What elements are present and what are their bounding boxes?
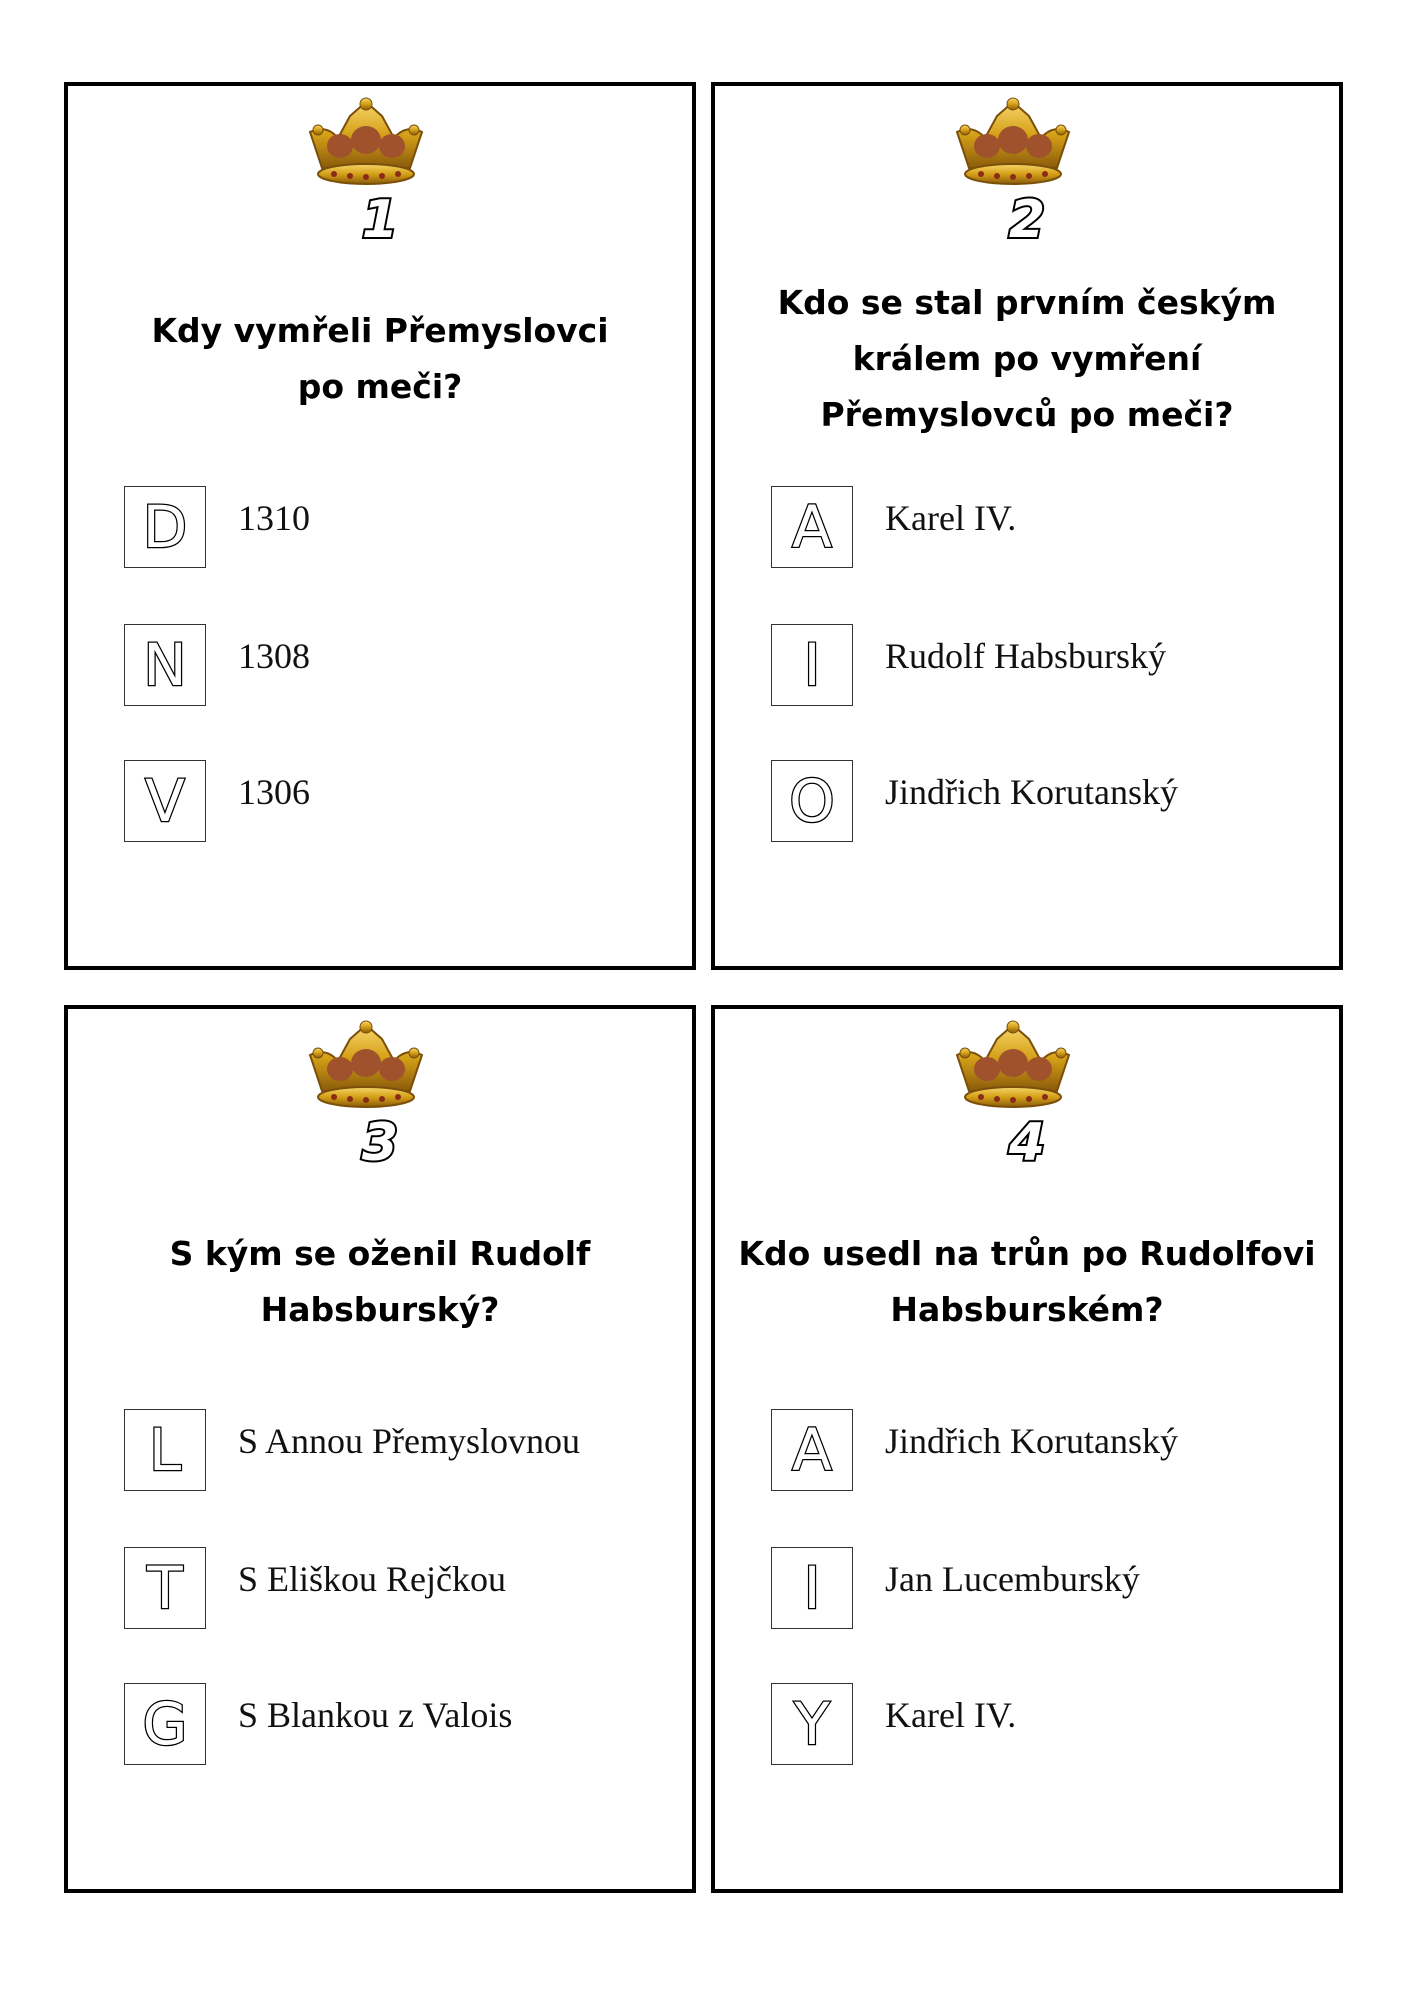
question-text: Kdy vymřeli Přemyslovci po meči? [151, 311, 609, 406]
card-number: 3 [361, 1113, 399, 1173]
answer-option[interactable] [124, 1547, 664, 1631]
crown-icon [945, 94, 1081, 194]
quiz-card-4 [711, 1005, 1343, 1893]
answer-letter: I [771, 624, 853, 706]
card-number: 1 [361, 190, 399, 250]
answer-text: Rudolf Habsburský [885, 636, 1166, 676]
answer-letter: V [124, 760, 206, 842]
answer-letter: O [771, 760, 853, 842]
answer-option[interactable] [124, 624, 664, 708]
answer-letter: A [771, 1409, 853, 1491]
answer-text: 1308 [238, 636, 310, 676]
quiz-card-1 [64, 82, 696, 970]
answer-option[interactable] [771, 486, 1311, 570]
answer-text: S Annou Přemyslovnou [238, 1421, 581, 1461]
answer-option[interactable] [124, 1683, 664, 1767]
answer-text: S Blankou z Valois [238, 1695, 513, 1735]
answer-option[interactable] [771, 1683, 1311, 1767]
answer-option[interactable] [771, 1547, 1311, 1631]
question-text: Kdo usedl na trůn po Rudolfovi Habsburském? [738, 1234, 1316, 1329]
answer-letter: D [124, 486, 206, 568]
crown-icon [298, 1017, 434, 1117]
quiz-card-2 [711, 82, 1343, 970]
answer-text: Karel IV. [885, 498, 1017, 538]
answer-option[interactable] [771, 624, 1311, 708]
card-number: 4 [1008, 1113, 1046, 1173]
answer-option[interactable] [124, 486, 664, 570]
answer-text: S Eliškou Rejčkou [238, 1559, 506, 1599]
question-text: Kdo se stal prvním českým králem po vymření Přemyslovců po meči? [777, 283, 1277, 434]
card-number: 2 [1008, 190, 1046, 250]
answer-text: Jindřich Korutanský [885, 772, 1178, 812]
answer-text: 1306 [238, 772, 310, 812]
crown-icon [298, 94, 434, 194]
answer-option[interactable] [124, 1409, 664, 1493]
answer-text: Jan Lucemburský [885, 1559, 1140, 1599]
answer-letter: I [771, 1547, 853, 1629]
answer-letter: T [124, 1547, 206, 1629]
crown-icon [945, 1017, 1081, 1117]
quiz-card-3 [64, 1005, 696, 1893]
answer-letter: A [771, 486, 853, 568]
question-text: S kým se oženil Rudolf Habsburský? [169, 1234, 591, 1329]
answer-option[interactable] [771, 760, 1311, 844]
answer-text: Jindřich Korutanský [885, 1421, 1178, 1461]
answer-text: 1310 [238, 498, 310, 538]
answer-letter: N [124, 624, 206, 706]
answer-option[interactable] [124, 760, 664, 844]
answer-text: Karel IV. [885, 1695, 1017, 1735]
answer-letter: L [124, 1409, 206, 1491]
answer-letter: Y [771, 1683, 853, 1765]
answer-option[interactable] [771, 1409, 1311, 1493]
answer-letter: G [124, 1683, 206, 1765]
